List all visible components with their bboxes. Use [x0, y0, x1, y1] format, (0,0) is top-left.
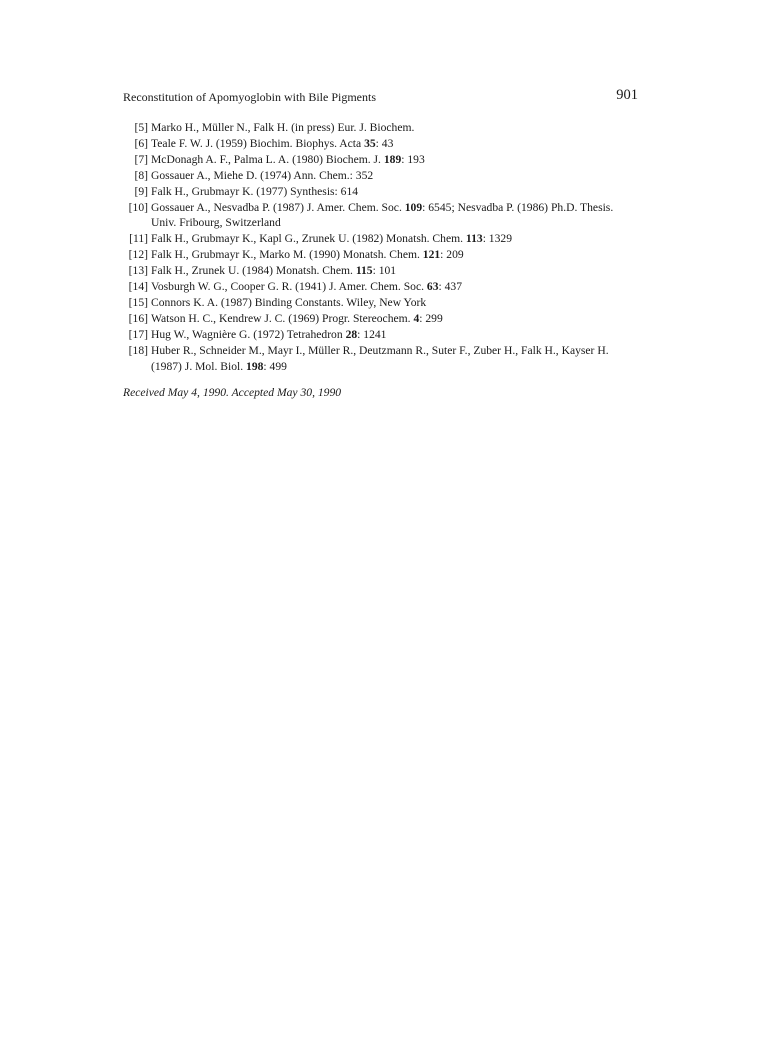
reference-number: [10] [128, 200, 148, 214]
reference-number: [13] [128, 264, 148, 278]
reference-item [123, 152, 638, 168]
reference-volume: 113 [465, 232, 483, 246]
reference-volume: 121 [422, 248, 441, 262]
reference-volume: 63 [426, 280, 439, 294]
reference-item [123, 295, 638, 311]
reference-item [123, 120, 638, 136]
reference-pages: : 1241 [357, 327, 387, 341]
reference-volume: 115 [355, 264, 373, 278]
reference-number: [17] [128, 327, 148, 341]
reference-text: Vosburgh W. G., Cooper G. R. (1941) J. Amer. Chem. Soc. [151, 280, 427, 294]
reference-volume: 35 [364, 136, 376, 150]
reference-pages: : 101 [372, 264, 397, 278]
running-title: Reconstitution of Apomyoglobin with Bile Pigments [123, 90, 377, 104]
reference-pages: : 1329 [482, 232, 512, 246]
reference-item [123, 184, 638, 200]
reference-volume: 189 [383, 152, 402, 166]
reference-text: McDonagh A. F., Palma L. A. (1980) Biochem. J. [151, 152, 384, 166]
reference-number: [8] [134, 168, 148, 182]
reference-number: [11] [129, 232, 148, 246]
reference-number: [7] [134, 152, 148, 166]
reference-number: [15] [128, 295, 148, 309]
reference-text: Teale F. W. J. (1959) Biochim. Biophys. Acta [151, 136, 365, 150]
reference-number: [16] [128, 311, 148, 325]
reference-number: [18] [128, 343, 148, 357]
reference-item [123, 311, 638, 327]
reference-volume: 4 [413, 311, 420, 325]
reference-item [123, 168, 638, 184]
reference-list [123, 120, 638, 375]
reference-item [123, 231, 638, 247]
reference-number: [9] [134, 184, 148, 198]
reference-text: Gossauer A., Nesvadba P. (1987) J. Amer. Chem. Soc. [151, 200, 405, 214]
reference-volume: 198 [246, 359, 264, 373]
reference-item [123, 247, 638, 263]
reference-text: Falk H., Grubmayr K., Kapl G., Zrunek U. (1982) Monatsh. Chem. [151, 232, 466, 246]
reference-number: [6] [134, 136, 148, 150]
reference-text: Hug W., Wagnière G. (1972) Tetrahedron [151, 327, 346, 341]
running-head [123, 88, 638, 106]
reference-item [123, 136, 638, 152]
reference-volume: 28 [345, 327, 358, 341]
reference-text: Watson H. C., Kendrew J. C. (1969) Progr. Stereochem. [151, 311, 414, 325]
reference-number: [14] [128, 280, 148, 294]
received-accepted-dates: Received May 4, 1990. Accepted May 30, 1990 [123, 385, 342, 399]
reference-item [123, 263, 638, 279]
reference-pages: : 193 [401, 152, 425, 166]
reference-text: Falk H., Grubmayr K. (1977) Synthesis: 614 [151, 184, 359, 198]
reference-number: [5] [134, 121, 148, 134]
reference-item [123, 200, 638, 232]
reference-text: Huber R., Schneider M., Mayr I., Müller R., Deutzmann R., Suter F., Zuber H., Falk H., Kayser H. (1987) J. Mol. Biol. [151, 343, 609, 373]
reference-text: Connors K. A. (1987) Binding Constants. Wiley, New York [151, 295, 427, 309]
reference-pages: : 43 [375, 136, 394, 150]
reference-text: Falk H., Grubmayr K., Marko M. (1990) Monatsh. Chem. [151, 248, 423, 262]
page [123, 88, 638, 400]
reference-text: Marko H., Müller N., Falk H. (in press) Eur. J. Biochem. [151, 121, 415, 134]
reference-text: Falk H., Zrunek U. (1984) Monatsh. Chem. [151, 264, 356, 278]
reference-volume: 109 [404, 200, 423, 214]
reference-text: Gossauer A., Miehe D. (1974) Ann. Chem.: 352 [151, 168, 374, 182]
reference-pages: : 299 [419, 311, 443, 325]
reference-pages: : 437 [438, 280, 463, 294]
reference-pages: : 499 [263, 359, 287, 373]
reference-item [123, 343, 638, 375]
reference-pages: : 6545; Nesvadba P. (1986) Ph.D. Thesis. Univ. Fribourg, Switzerland [151, 200, 614, 230]
page-number: 901 [616, 87, 638, 103]
reference-item [123, 279, 638, 295]
reference-pages: : 209 [440, 248, 464, 262]
reference-item [123, 327, 638, 343]
reference-number: [12] [128, 248, 148, 262]
